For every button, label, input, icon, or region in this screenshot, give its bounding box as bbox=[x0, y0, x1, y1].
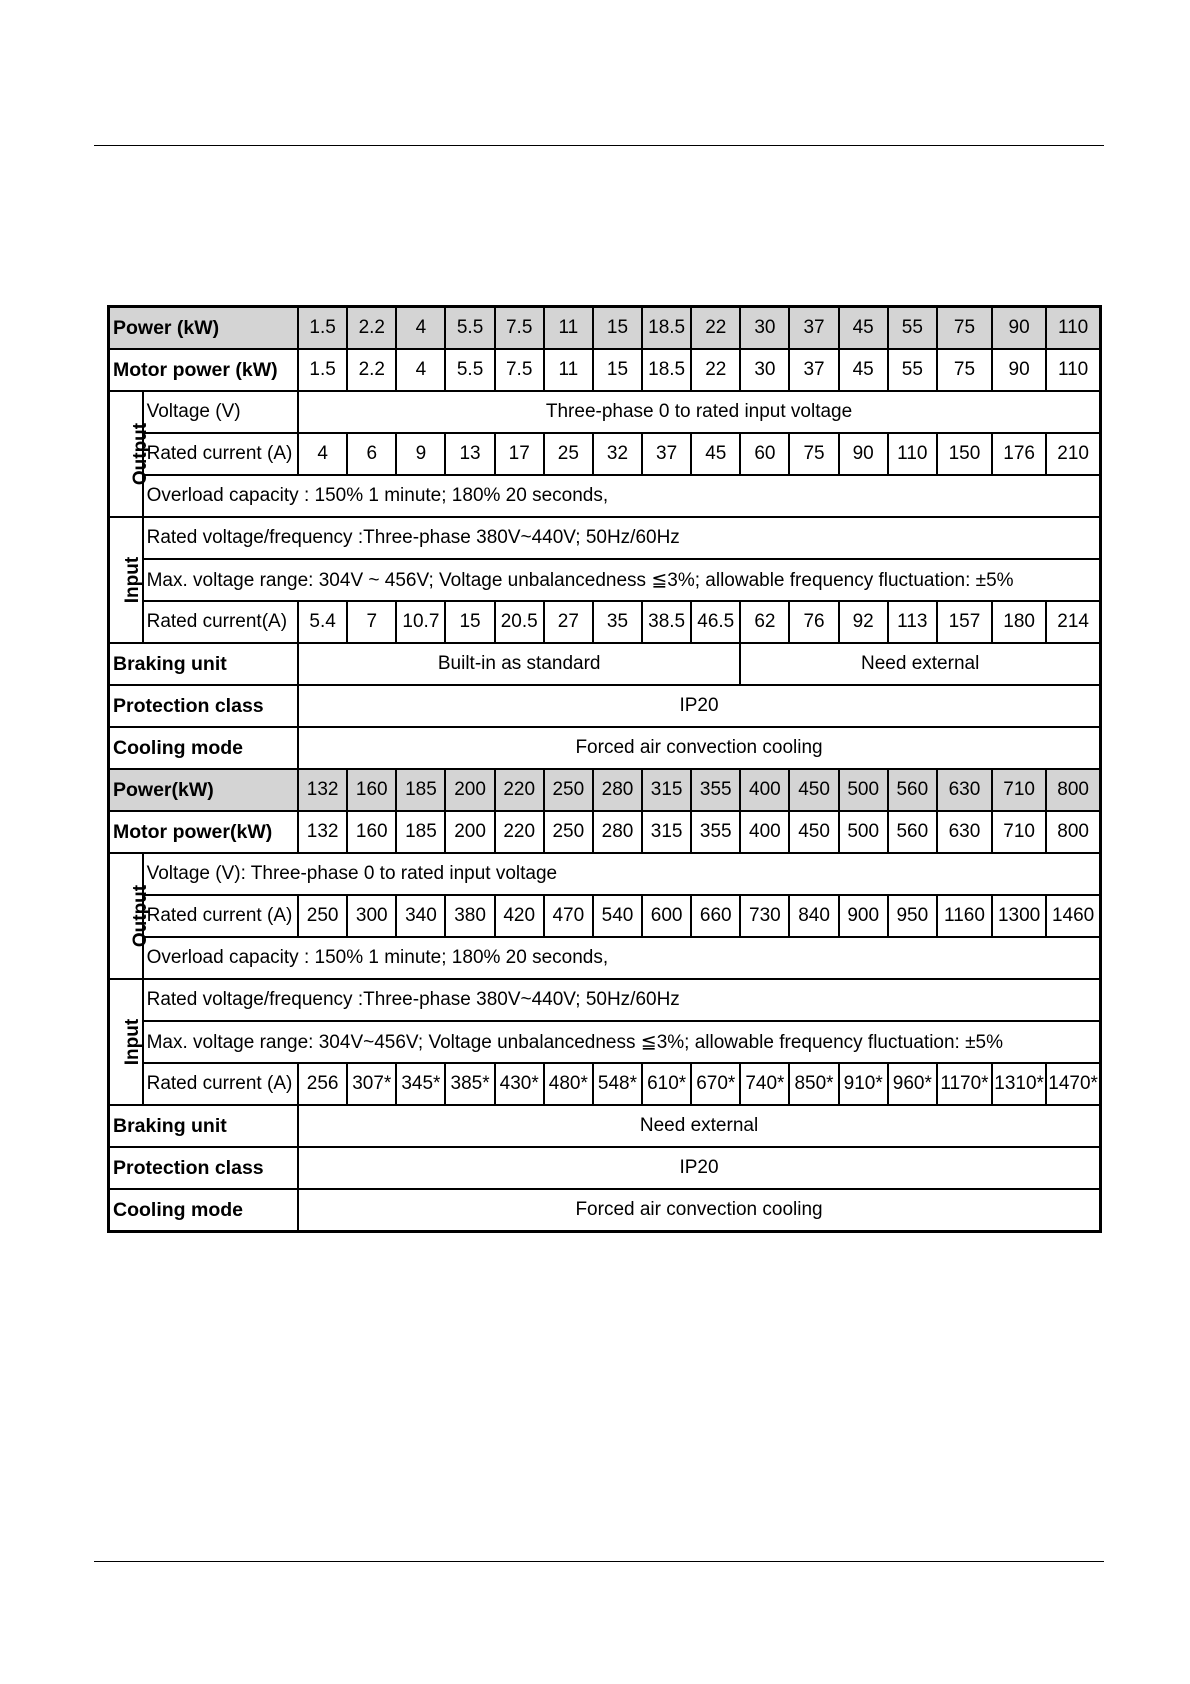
motor-power-cell: 160 bbox=[347, 811, 396, 853]
motor-power-cell: 710 bbox=[992, 811, 1046, 853]
motor-power-cell: 630 bbox=[937, 811, 992, 853]
output-current-row bbox=[109, 895, 1101, 937]
rated-current-cell: 250 bbox=[298, 895, 347, 937]
power-cell: 22 bbox=[691, 307, 740, 350]
rated-current-label: Rated current (A) bbox=[143, 895, 298, 937]
rated-current-cell: 176 bbox=[992, 433, 1046, 475]
braking-external: Need external bbox=[740, 643, 1100, 685]
input-current-cell: 157 bbox=[937, 601, 992, 643]
motor-power-cell: 2.2 bbox=[347, 349, 396, 391]
rated-current-cell: 1300 bbox=[992, 895, 1046, 937]
input-current-cell: 180 bbox=[992, 601, 1046, 643]
input-current-cell: 214 bbox=[1046, 601, 1100, 643]
motor-power-cell: 315 bbox=[642, 811, 691, 853]
motor-power-cell: 45 bbox=[839, 349, 888, 391]
rated-current-cell: 300 bbox=[347, 895, 396, 937]
rated-current-cell: 420 bbox=[495, 895, 544, 937]
power-cell: 560 bbox=[888, 769, 937, 811]
power-cell: 800 bbox=[1046, 769, 1100, 811]
power-row bbox=[109, 307, 1101, 350]
motor-power-cell: 110 bbox=[1046, 349, 1100, 391]
cooling-mode-label: Cooling mode bbox=[109, 1189, 299, 1232]
power-cell: 450 bbox=[789, 769, 838, 811]
input-current-cell: 670* bbox=[691, 1063, 740, 1105]
cooling-mode-value: Forced air convection cooling bbox=[298, 727, 1100, 769]
braking-builtin: Built-in as standard bbox=[298, 643, 740, 685]
input-group-label bbox=[109, 979, 143, 1105]
output-voltage-row bbox=[109, 853, 1101, 895]
voltage-value: Three-phase 0 to rated input voltage bbox=[298, 391, 1100, 433]
motor-power-cell: 7.5 bbox=[495, 349, 544, 391]
rated-current-cell: 17 bbox=[495, 433, 544, 475]
protection-row bbox=[109, 1147, 1101, 1189]
input-current-cell: 20.5 bbox=[495, 601, 544, 643]
motor-power-cell: 55 bbox=[888, 349, 937, 391]
rated-current-cell: 32 bbox=[593, 433, 642, 475]
power-cell: 7.5 bbox=[495, 307, 544, 350]
rated-current-cell: 9 bbox=[396, 433, 445, 475]
motor-power-cell: 280 bbox=[593, 811, 642, 853]
input-voltage-range: Max. voltage range: 304V ~ 456V; Voltage unbalancedness ≦3%; allowable frequency fluctuation: ±5% bbox=[143, 559, 1101, 601]
power-cell: 200 bbox=[445, 769, 494, 811]
power-cell: 2.2 bbox=[347, 307, 396, 350]
braking-unit-label: Braking unit bbox=[109, 1105, 299, 1147]
input-current-row bbox=[109, 1063, 1101, 1105]
rated-current-cell: 75 bbox=[789, 433, 838, 475]
motor-power-cell: 22 bbox=[691, 349, 740, 391]
voltage-label: Voltage (V) bbox=[143, 391, 298, 433]
motor-power-cell: 4 bbox=[396, 349, 445, 391]
input-range-row bbox=[109, 1021, 1101, 1063]
power-cell: 30 bbox=[740, 307, 789, 350]
motor-power-cell: 400 bbox=[740, 811, 789, 853]
output-voltage-row bbox=[109, 391, 1101, 433]
braking-row bbox=[109, 1105, 1101, 1147]
input-current-cell: 113 bbox=[888, 601, 937, 643]
input-current-label: Rated current (A) bbox=[143, 1063, 298, 1105]
header-rule bbox=[94, 145, 1104, 146]
input-current-cell: 740* bbox=[740, 1063, 789, 1105]
rated-current-cell: 340 bbox=[396, 895, 445, 937]
motor-power-cell: 18.5 bbox=[642, 349, 691, 391]
power-row bbox=[109, 769, 1101, 811]
power-cell: 630 bbox=[937, 769, 992, 811]
table-body bbox=[109, 307, 1101, 1232]
output-current-row bbox=[109, 433, 1101, 475]
motor-power-cell: 355 bbox=[691, 811, 740, 853]
rated-current-cell: 110 bbox=[888, 433, 937, 475]
rated-current-cell: 60 bbox=[740, 433, 789, 475]
motor-power-cell: 200 bbox=[445, 811, 494, 853]
rated-current-cell: 900 bbox=[839, 895, 888, 937]
output-group-label bbox=[109, 391, 152, 517]
motor-power-cell: 560 bbox=[888, 811, 937, 853]
input-current-cell: 92 bbox=[839, 601, 888, 643]
input-current-cell: 15 bbox=[445, 601, 494, 643]
power-cell: 18.5 bbox=[642, 307, 691, 350]
input-current-cell: 548* bbox=[593, 1063, 642, 1105]
input-voltage-range: Max. voltage range: 304V~456V; Voltage unbalancedness ≦3%; allowable frequency fluctuation: ±5% bbox=[143, 1021, 1101, 1063]
rated-current-label: Rated current (A) bbox=[143, 433, 298, 475]
rated-current-cell: 150 bbox=[937, 433, 992, 475]
cooling-mode-value: Forced air convection cooling bbox=[298, 1189, 1100, 1232]
motor-power-cell: 75 bbox=[937, 349, 992, 391]
protection-class-value: IP20 bbox=[298, 1147, 1100, 1189]
rated-current-cell: 90 bbox=[839, 433, 888, 475]
power-cell: 400 bbox=[740, 769, 789, 811]
motor-power-cell: 132 bbox=[298, 811, 347, 853]
power-cell: 45 bbox=[839, 307, 888, 350]
motor-power-cell: 250 bbox=[544, 811, 593, 853]
motor-power-row bbox=[109, 349, 1101, 391]
input-current-cell: 480* bbox=[544, 1063, 593, 1105]
specification-table bbox=[107, 305, 1102, 1233]
input-current-cell: 35 bbox=[593, 601, 642, 643]
rated-current-cell: 660 bbox=[691, 895, 740, 937]
braking-external: Need external bbox=[298, 1105, 1100, 1147]
input-current-cell: 1310* bbox=[992, 1063, 1046, 1105]
input-current-cell: 7 bbox=[347, 601, 396, 643]
power-cell: 315 bbox=[642, 769, 691, 811]
motor-power-cell: 30 bbox=[740, 349, 789, 391]
power-cell: 220 bbox=[495, 769, 544, 811]
power-cell: 4 bbox=[396, 307, 445, 350]
power-cell: 500 bbox=[839, 769, 888, 811]
motor-power-cell: 90 bbox=[992, 349, 1046, 391]
cooling-row bbox=[109, 727, 1101, 769]
input-current-cell: 27 bbox=[544, 601, 593, 643]
input-group-label-text: Input bbox=[122, 556, 144, 604]
input-current-cell: 76 bbox=[789, 601, 838, 643]
input-group-label bbox=[109, 517, 143, 643]
motor-power-label: Motor power (kW) bbox=[109, 349, 299, 391]
footer-rule bbox=[94, 1561, 1104, 1562]
rated-current-cell: 45 bbox=[691, 433, 740, 475]
protection-class-value: IP20 bbox=[298, 685, 1100, 727]
input-current-cell: 10.7 bbox=[396, 601, 445, 643]
motor-power-cell: 185 bbox=[396, 811, 445, 853]
input-current-cell: 38.5 bbox=[642, 601, 691, 643]
power-cell: 11 bbox=[544, 307, 593, 350]
motor-power-cell: 800 bbox=[1046, 811, 1100, 853]
output-group-label-text: Output bbox=[130, 422, 152, 486]
input-group-label-text: Input bbox=[122, 1018, 144, 1066]
rated-current-cell: 730 bbox=[740, 895, 789, 937]
rated-current-cell: 600 bbox=[642, 895, 691, 937]
protection-row bbox=[109, 685, 1101, 727]
input-current-cell: 850* bbox=[789, 1063, 838, 1105]
rated-current-cell: 1160 bbox=[937, 895, 992, 937]
power-cell: 110 bbox=[1046, 307, 1100, 350]
power-cell: 185 bbox=[396, 769, 445, 811]
rated-current-cell: 380 bbox=[445, 895, 494, 937]
power-cell: 55 bbox=[888, 307, 937, 350]
cooling-mode-label: Cooling mode bbox=[109, 727, 299, 769]
rated-current-cell: 950 bbox=[888, 895, 937, 937]
rated-current-cell: 210 bbox=[1046, 433, 1100, 475]
power-cell: 1.5 bbox=[298, 307, 347, 350]
motor-power-cell: 15 bbox=[593, 349, 642, 391]
power-cell: 355 bbox=[691, 769, 740, 811]
motor-power-label: Motor power(kW) bbox=[109, 811, 299, 853]
input-current-cell: 960* bbox=[888, 1063, 937, 1105]
input-current-cell: 385* bbox=[445, 1063, 494, 1105]
power-cell: 90 bbox=[992, 307, 1046, 350]
power-cell: 160 bbox=[347, 769, 396, 811]
power-cell: 710 bbox=[992, 769, 1046, 811]
rated-current-cell: 840 bbox=[789, 895, 838, 937]
rated-current-cell: 37 bbox=[642, 433, 691, 475]
power-cell: 132 bbox=[298, 769, 347, 811]
overload-row bbox=[109, 475, 1101, 517]
motor-power-cell: 500 bbox=[839, 811, 888, 853]
input-current-cell: 610* bbox=[642, 1063, 691, 1105]
rated-current-cell: 4 bbox=[298, 433, 347, 475]
output-group-label-text: Output bbox=[130, 884, 152, 948]
cooling-row bbox=[109, 1189, 1101, 1232]
motor-power-cell: 1.5 bbox=[298, 349, 347, 391]
input-current-row bbox=[109, 601, 1101, 643]
overload-capacity: Overload capacity : 150% 1 minute; 180% 20 seconds, bbox=[143, 937, 1101, 979]
input-current-cell: 345* bbox=[396, 1063, 445, 1105]
protection-class-label: Protection class bbox=[109, 1147, 299, 1189]
output-group-label bbox=[109, 853, 152, 979]
power-cell: 15 bbox=[593, 307, 642, 350]
motor-power-cell: 5.5 bbox=[445, 349, 494, 391]
input-current-cell: 46.5 bbox=[691, 601, 740, 643]
protection-class-label: Protection class bbox=[109, 685, 299, 727]
rated-current-cell: 25 bbox=[544, 433, 593, 475]
rated-current-cell: 13 bbox=[445, 433, 494, 475]
power-cell: 37 bbox=[789, 307, 838, 350]
input-current-cell: 62 bbox=[740, 601, 789, 643]
power-cell: 5.5 bbox=[445, 307, 494, 350]
rated-current-cell: 540 bbox=[593, 895, 642, 937]
input-range-row bbox=[109, 559, 1101, 601]
overload-row bbox=[109, 937, 1101, 979]
overload-capacity: Overload capacity : 150% 1 minute; 180% 20 seconds, bbox=[143, 475, 1101, 517]
input-current-cell: 910* bbox=[839, 1063, 888, 1105]
voltage-value: Voltage (V): Three-phase 0 to rated input voltage bbox=[143, 853, 1101, 895]
braking-row bbox=[109, 643, 1101, 685]
rated-current-cell: 1460 bbox=[1046, 895, 1100, 937]
power-cell: 75 bbox=[937, 307, 992, 350]
input-current-label: Rated current(A) bbox=[143, 601, 298, 643]
input-current-cell: 256 bbox=[298, 1063, 347, 1105]
input-current-cell: 1170* bbox=[937, 1063, 992, 1105]
motor-power-cell: 37 bbox=[789, 349, 838, 391]
motor-power-cell: 450 bbox=[789, 811, 838, 853]
rated-current-cell: 470 bbox=[544, 895, 593, 937]
rated-current-cell: 6 bbox=[347, 433, 396, 475]
motor-power-cell: 220 bbox=[495, 811, 544, 853]
input-voltage: Rated voltage/frequency :Three-phase 380V~440V; 50Hz/60Hz bbox=[143, 979, 1101, 1021]
motor-power-cell: 11 bbox=[544, 349, 593, 391]
power-cell: 250 bbox=[544, 769, 593, 811]
power-cell: 280 bbox=[593, 769, 642, 811]
input-voltage-row bbox=[109, 517, 1101, 559]
power-label: Power (kW) bbox=[109, 307, 299, 350]
input-current-cell: 5.4 bbox=[298, 601, 347, 643]
input-voltage-row bbox=[109, 979, 1101, 1021]
braking-unit-label: Braking unit bbox=[109, 643, 299, 685]
input-current-cell: 307* bbox=[347, 1063, 396, 1105]
input-current-cell: 430* bbox=[495, 1063, 544, 1105]
input-current-cell: 1470* bbox=[1046, 1063, 1100, 1105]
power-label: Power(kW) bbox=[109, 769, 299, 811]
input-voltage: Rated voltage/frequency :Three-phase 380V~440V; 50Hz/60Hz bbox=[143, 517, 1101, 559]
motor-power-row bbox=[109, 811, 1101, 853]
